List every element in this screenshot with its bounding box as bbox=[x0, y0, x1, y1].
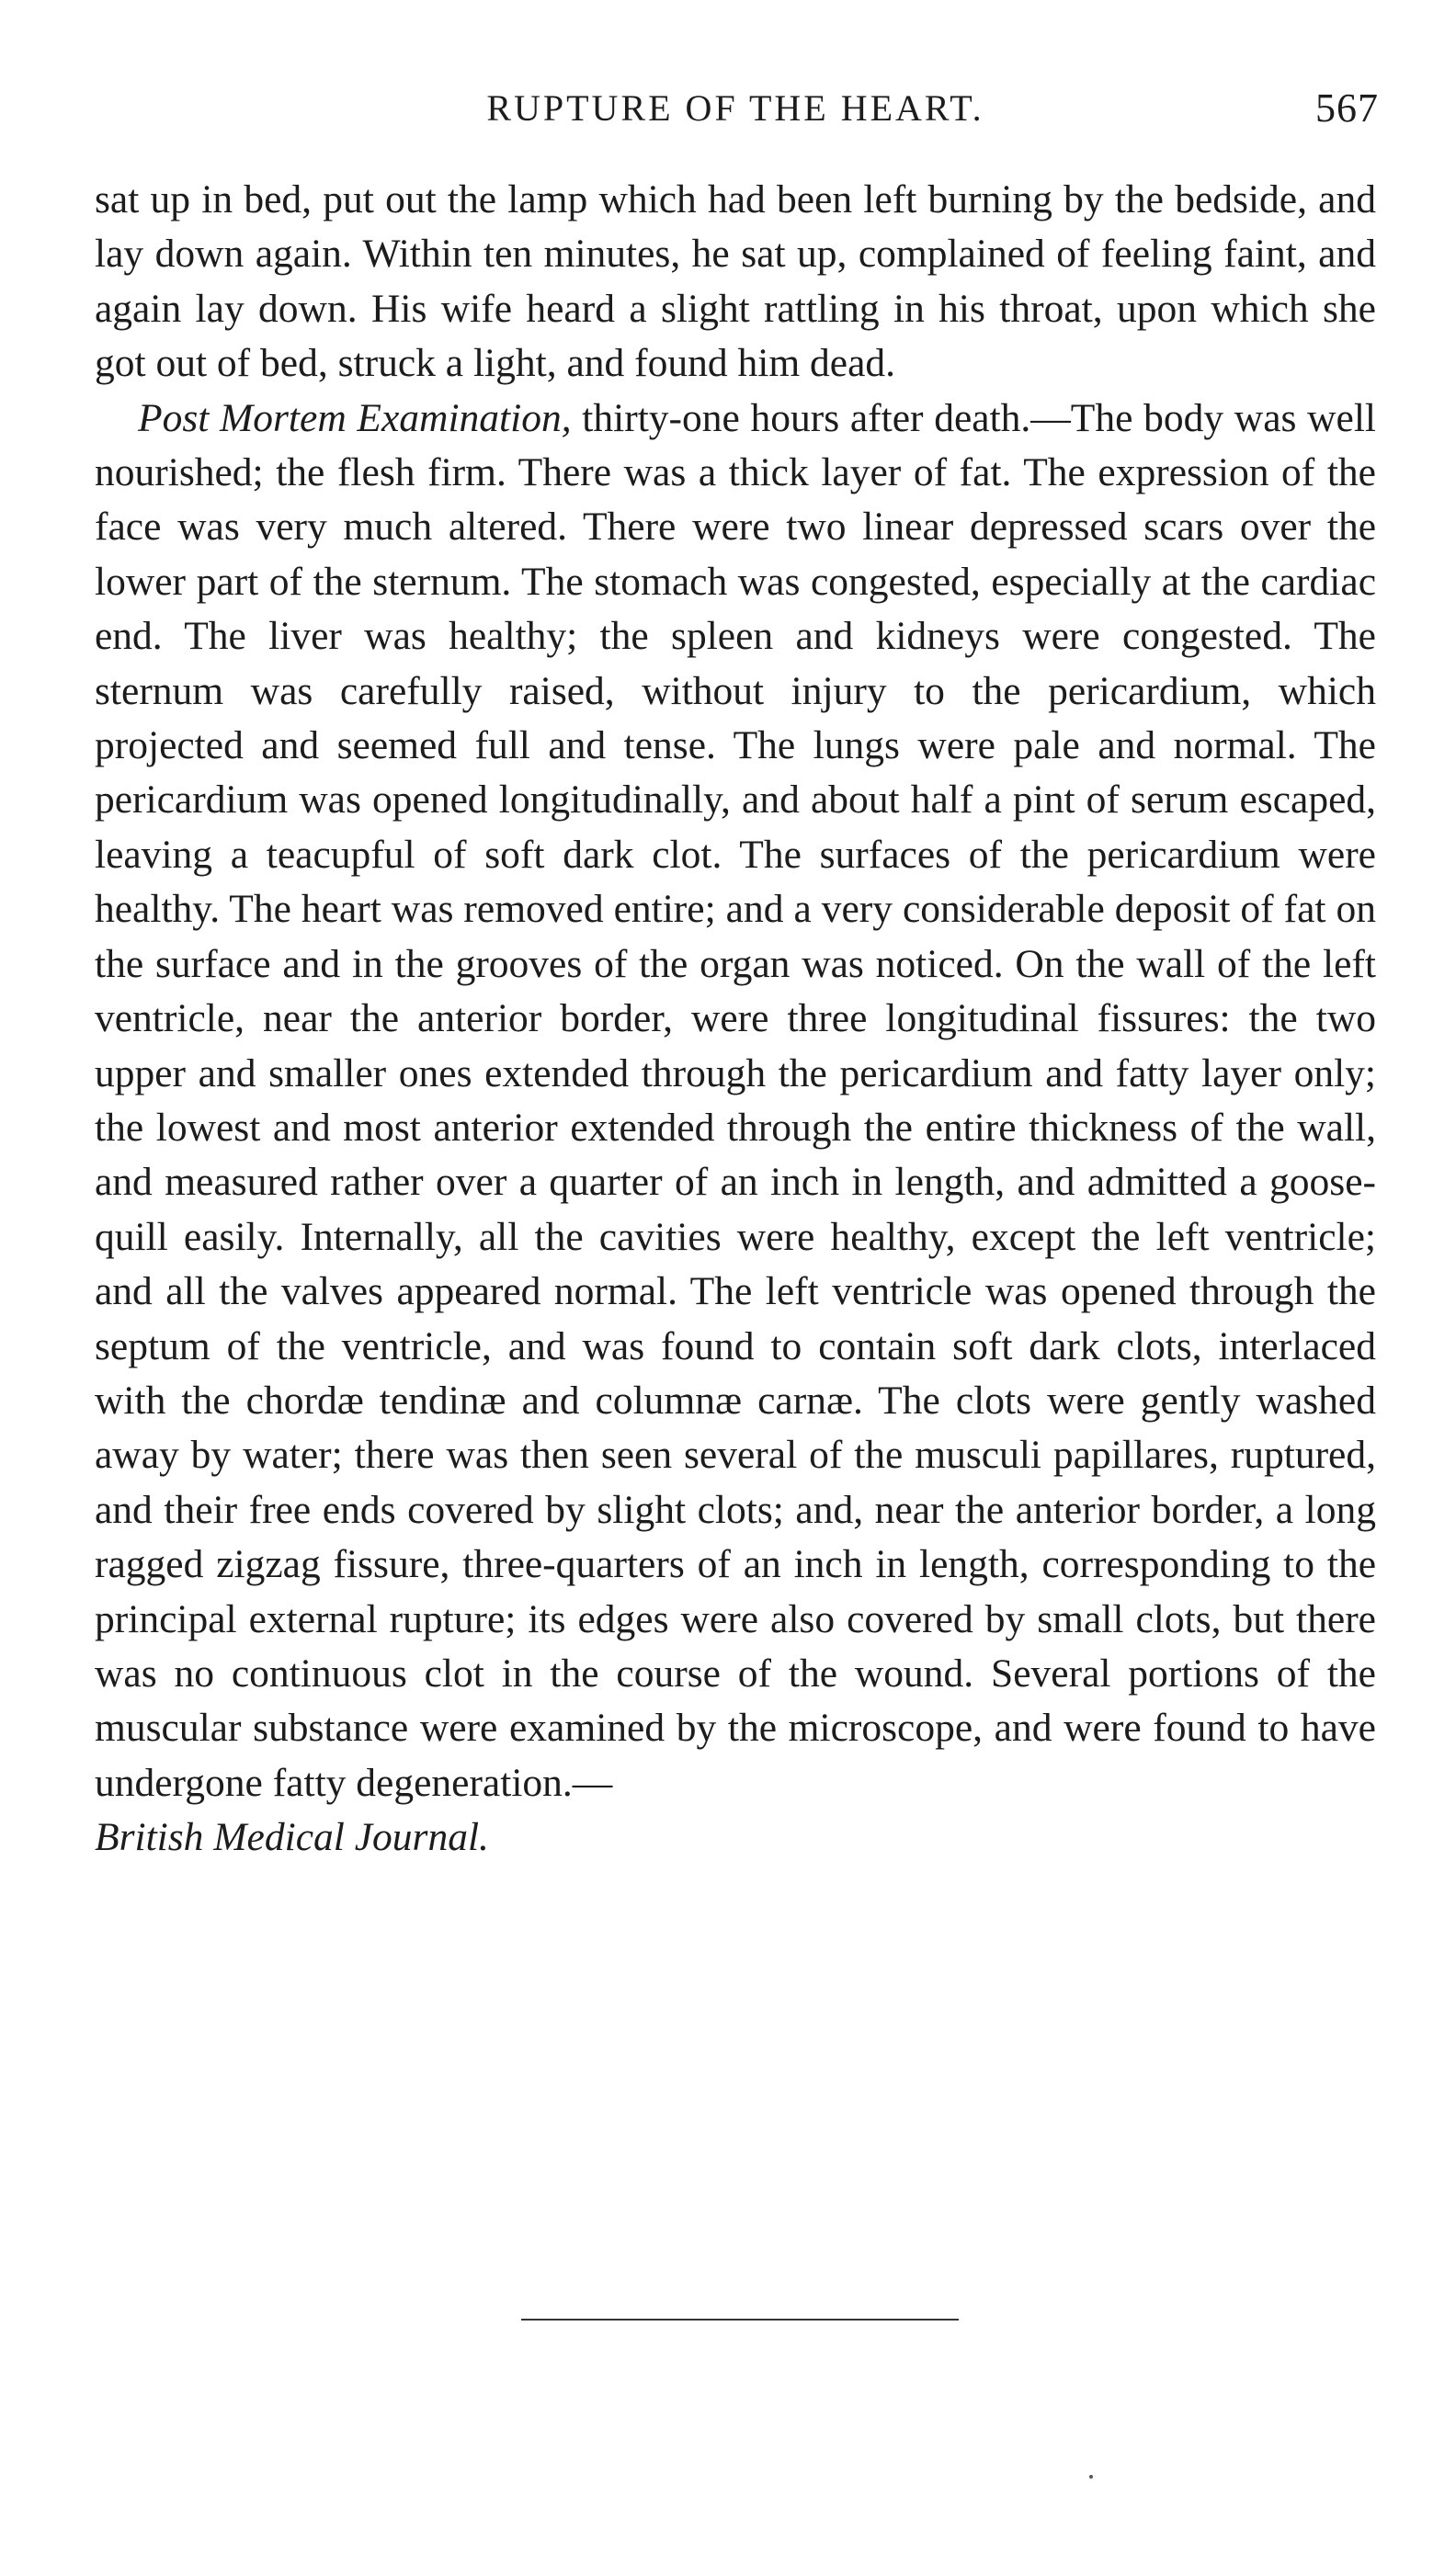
source-citation: British Medical Journal. bbox=[95, 1815, 489, 1860]
paragraph-post-mortem bbox=[95, 392, 1376, 1866]
paragraph-continuation: sat up in bed, put out the lamp which had been left burning by the bedside, and lay down again. Within ten minutes, he sat up, complained of feeling faint, and again lay down. His wife heard a slight rattling in his throat, upon which she got out of bed, struck a light, and found him dead. bbox=[95, 177, 1376, 386]
post-mortem-body: thirty-one hours after death.—The body was well nourished; the flesh firm. There was a thick layer of fat. The expression of the face was very much altered. There were two linear depressed scars over the lower part of the sternum. The stomach was congested, especially at the cardiac end. The liver was healthy; the spleen and kidneys were congested. The sternum was carefully raised, without injury to the pericardium, which projected and seemed full and tense. The lungs were pale and normal. The pericardium was opened longitudinally, and about half a pint of serum escaped, leaving a teacupful of soft dark clot. The surfaces of the pericardium were healthy. The heart was removed entire; and a very considerable deposit of fat on the surface and in the grooves of the organ was noticed. On the wall of the left ventricle, near the anterior border, were three longitudinal fissures: the two upper and smaller ones extended through the pericardium and fatty layer only; the lowest and most anterior extended through the entire thickness of the wall, and measured rather over a quarter of an inch in length, and admitted a goose-quill easily. Internally, all the cavities were healthy, except the left ventricle; and all the valves appeared normal. The left ventricle was opened through the septum of the ventricle, and was found to contain soft dark clots, interlaced with the chordæ tendinæ and columnæ carnæ. The clots were gently washed away by water; there was then seen several of the musculi papillares, ruptured, and their free ends covered by slight clots; and, near the anterior border, a long ragged zigzag fissure, three-quarters of an inch in length, corresponding to the principal external rupture; its edges were also covered by small clots, but there was no continuous clot in the course of the wound. Several portions of the muscular substance were examined by the microscope, and were found to have undergone fatty degeneration.— bbox=[95, 395, 1377, 1805]
page-number: 567 bbox=[1315, 85, 1379, 131]
post-mortem-heading: Post Mortem Examination, bbox=[138, 395, 572, 440]
running-title: RUPTURE OF THE HEART. bbox=[486, 87, 984, 129]
section-divider-rule bbox=[521, 2319, 959, 2321]
running-head bbox=[92, 81, 1379, 136]
print-speck bbox=[1089, 2475, 1093, 2479]
body-text bbox=[95, 173, 1376, 1866]
